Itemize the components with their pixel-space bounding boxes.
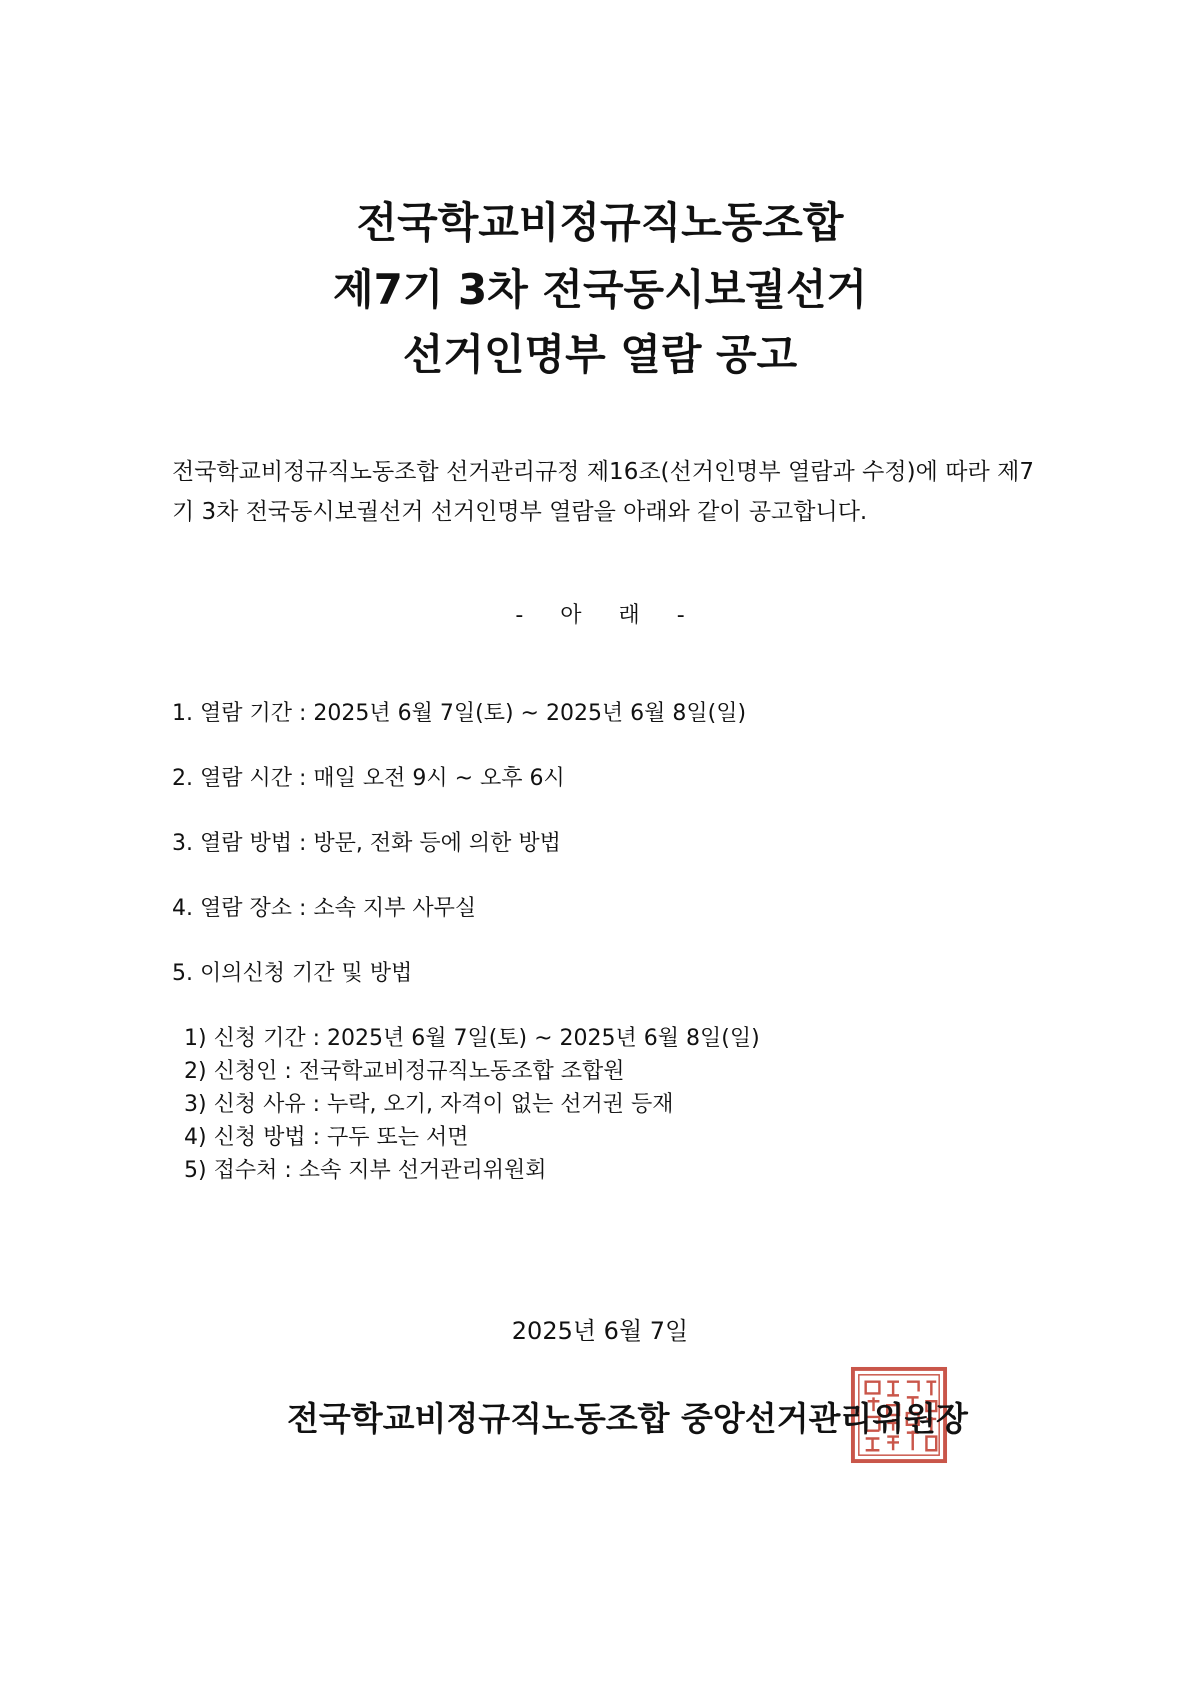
- subitem-reason: 3) 신청 사유 : 누락, 오기, 자격이 없는 선거권 등재: [184, 1092, 674, 1117]
- document-title-line-1: 전국학교비정규직노동조합: [356, 198, 844, 247]
- item-period: 1. 열람 기간 : 2025년 6월 7일(토) ~ 2025년 6월 8일(일): [172, 701, 747, 726]
- signer-name: 전국학교비정규직노동조합 중앙선거관리위원장: [287, 1399, 968, 1438]
- item-hours: 2. 열람 시간 : 매일 오전 9시 ~ 오후 6시: [172, 766, 565, 791]
- section-heading-arae: - 아 래 -: [515, 603, 685, 628]
- document-title-line-3: 선거인명부 열람 공고: [402, 330, 798, 379]
- item-method: 3. 열람 방법 : 방문, 전화 등에 의한 방법: [172, 831, 561, 856]
- document-title-line-2: 제7기 3차 전국동시보궐선거: [333, 265, 867, 314]
- subitem-method: 4) 신청 방법 : 구두 또는 서면: [184, 1125, 469, 1150]
- subitem-receiver: 5) 접수처 : 소속 지부 선거관리위원회: [184, 1158, 547, 1183]
- intro-paragraph: 전국학교비정규직노동조합 선거관리규정 제16조(선거인명부 열람과 수정)에 따라 제7기 3차 전국동시보궐선거 선거인명부 열람을 아래와 같이 공고합니다.: [172, 459, 1034, 525]
- subitem-applicant: 2) 신청인 : 전국학교비정규직노동조합 조합원: [184, 1059, 625, 1084]
- item-objection: 5. 이의신청 기간 및 방법: [172, 961, 413, 986]
- subitem-period: 1) 신청 기간 : 2025년 6월 7일(토) ~ 2025년 6월 8일(일): [184, 1026, 760, 1051]
- item-place: 4. 열람 장소 : 소속 지부 사무실: [172, 896, 477, 921]
- notice-date: 2025년 6월 7일: [511, 1317, 689, 1345]
